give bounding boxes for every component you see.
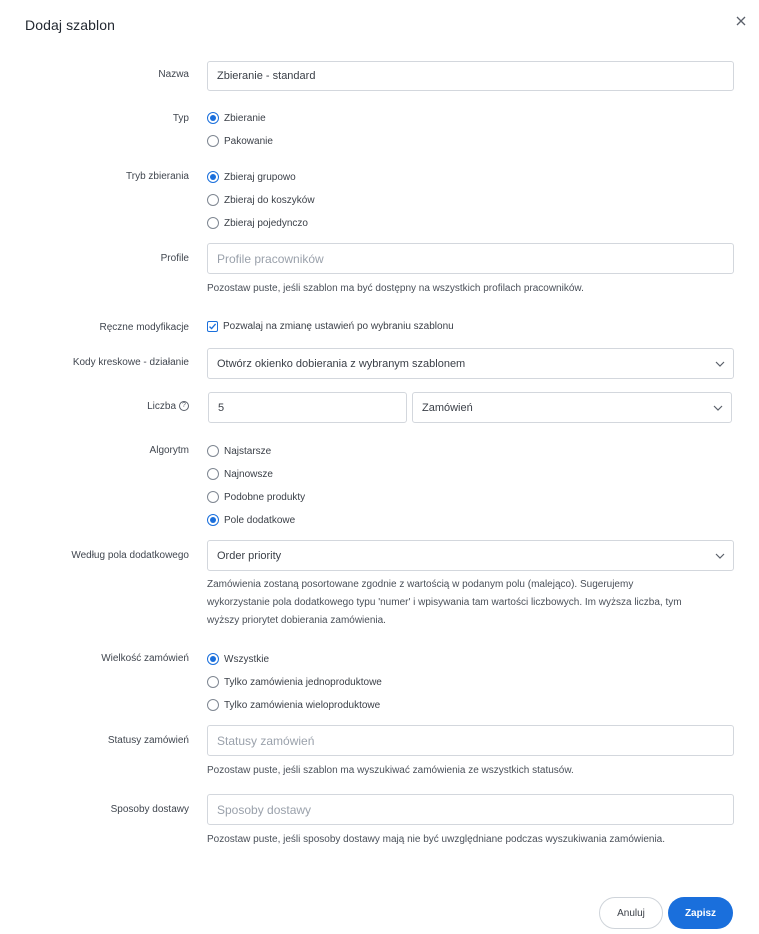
radio-label: Zbieraj pojedynczo	[224, 217, 308, 229]
profiles-input[interactable]: Profile pracowników	[207, 243, 734, 274]
help-line: wykorzystanie pola dodatkowego typu 'numer' i wpisywania tam wartości liczbowych. Im wyższa liczba, tym	[207, 597, 682, 608]
mode-radio-grupowo[interactable]	[207, 171, 296, 183]
help-line: Zamówienia zostaną posortowane zgodnie z wartością w podanym polu (malejąco). Sugerujemy	[207, 579, 634, 590]
cancel-button[interactable]: Anuluj	[599, 897, 663, 929]
radio-label: Zbieraj grupowo	[224, 171, 296, 183]
algorithm-radio-podobne[interactable]	[207, 491, 305, 503]
radio-label: Najnowsze	[224, 468, 273, 480]
radio-label: Wszystkie	[224, 653, 269, 665]
statuses-label: Statusy zamówień	[107, 735, 189, 746]
radio-indicator	[207, 514, 219, 526]
select-value: Otwórz okienko dobierania z wybranym szablonem	[217, 357, 466, 370]
radio-indicator	[207, 699, 219, 711]
algorithm-radio-pole-dodatkowe[interactable]	[207, 514, 295, 526]
barcodes-select[interactable]	[207, 348, 734, 379]
type-radio-zbieranie[interactable]	[207, 112, 266, 124]
help-line: wyższy priorytet dobierania zamówienia.	[207, 615, 386, 626]
manual-label: Ręczne modyfikacje	[99, 322, 189, 333]
radio-label: Tylko zamówienia wieloproduktowe	[224, 699, 381, 711]
type-radio-pakowanie[interactable]	[207, 135, 273, 147]
statuses-input[interactable]: Statusy zamówień	[207, 725, 734, 756]
radio-label: Najstarsze	[224, 445, 272, 457]
chevron-down-icon	[715, 553, 725, 559]
profiles-help: Pozostaw puste, jeśli szablon ma być dostępny na wszystkich profilach pracowników.	[207, 283, 584, 294]
order-size-radio-wszystkie[interactable]	[207, 653, 269, 665]
extra-field-label: Według pola dodatkowego	[71, 550, 189, 561]
radio-label: Podobne produkty	[224, 491, 306, 503]
radio-label: Tylko zamówienia jednoproduktowe	[224, 676, 382, 688]
name-label: Nazwa	[158, 69, 189, 80]
order-size-radio-wieloproduktowe[interactable]	[207, 699, 380, 711]
checkbox-indicator	[207, 321, 218, 332]
manual-checkbox[interactable]	[207, 321, 454, 332]
check-icon	[208, 322, 217, 331]
radio-indicator	[207, 491, 219, 503]
radio-label: Pakowanie	[224, 135, 273, 147]
profiles-label: Profile	[160, 253, 189, 264]
question-circle-icon[interactable]: ?	[179, 401, 189, 411]
select-value: Order priority	[217, 549, 282, 562]
mode-radio-pojedynczo[interactable]	[207, 217, 308, 229]
extra-field-select[interactable]	[207, 540, 734, 571]
order-size-label: Wielkość zamówień	[101, 653, 189, 664]
order-size-radio-jednoproduktowe[interactable]	[207, 676, 382, 688]
radio-indicator	[207, 676, 219, 688]
radio-indicator	[207, 194, 219, 206]
chevron-down-icon	[713, 405, 723, 411]
mode-radio-koszyki[interactable]	[207, 194, 315, 206]
name-input[interactable]: Zbieranie - standard	[207, 61, 734, 91]
close-icon[interactable]	[733, 13, 749, 29]
save-button[interactable]: Zapisz	[668, 897, 733, 929]
radio-indicator	[207, 468, 219, 480]
count-unit-select[interactable]	[412, 392, 732, 423]
count-label	[147, 401, 189, 412]
algorithm-label: Algorytm	[149, 445, 189, 456]
algorithm-radio-najnowsze[interactable]	[207, 468, 273, 480]
radio-label: Pole dodatkowe	[224, 514, 296, 526]
mode-label: Tryb zbierania	[126, 171, 189, 182]
type-label: Typ	[172, 113, 189, 124]
dialog-title: Dodaj szablon	[25, 17, 116, 33]
radio-label: Zbieraj do koszyków	[224, 194, 315, 206]
radio-indicator	[207, 445, 219, 457]
radio-indicator	[207, 217, 219, 229]
delivery-label: Sposoby dostawy	[110, 804, 189, 815]
delivery-help: Pozostaw puste, jeśli sposoby dostawy mają nie być uwzględniane podczas wyszukiwania zamówienia.	[207, 834, 666, 845]
radio-indicator	[207, 653, 219, 665]
chevron-down-icon	[715, 361, 725, 367]
count-input[interactable]: 5	[208, 392, 407, 423]
radio-indicator	[207, 112, 219, 124]
checkbox-label: Pozwalaj na zmianę ustawień po wybraniu szablonu	[223, 321, 454, 332]
extra-field-help	[207, 576, 682, 630]
count-label-text: Liczba	[147, 401, 176, 412]
radio-label: Zbieranie	[224, 112, 266, 124]
radio-indicator	[207, 135, 219, 147]
select-value: Zamówień	[422, 401, 473, 414]
barcodes-label: Kody kreskowe - działanie	[72, 357, 189, 368]
delivery-input[interactable]: Sposoby dostawy	[207, 794, 734, 825]
radio-indicator	[207, 171, 219, 183]
statuses-help: Pozostaw puste, jeśli szablon ma wyszukiwać zamówienia ze wszystkich statusów.	[207, 765, 574, 776]
algorithm-radio-najstarsze[interactable]	[207, 445, 271, 457]
